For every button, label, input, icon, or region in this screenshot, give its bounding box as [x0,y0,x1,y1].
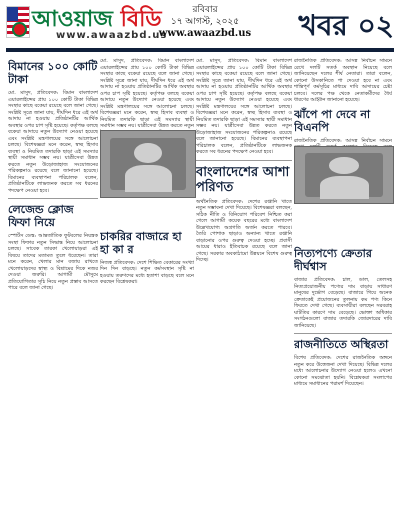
article-headline: নিত্যপণ্যে ক্রেতার দীর্ঘশ্বাস [294,247,372,273]
article-airline-dues-more [196,58,292,156]
article-body: মো. মাসুদ, প্রতিবেদক: বিমান বাংলাদেশ এয়ারলাইন্সের প্রায় ১০০ কোটি টাকা বিভিন্ন সংস্থার কাছে বকেয়া রয়েছে বলে জানা গেছে। সংশ্লিষ্ট সূত্রে জানা যায়, দীর্ঘদিন ধরে এই অর্থ আদায় না হওয়ায় প্রতিষ্ঠানটির আর্থিক অবস্থার ওপর চাপ সৃষ্টি হয়েছে। কর্তৃপক্ষ বলছে বকেয়া আদায়ে নতুন উদ্যোগ নেওয়া হয়েছে এবং সংশ্লিষ্ট মন্ত্রণালয়ের সঙ্গে আলোচনা চলছে। বিশেষজ্ঞরা মনে করেন, স্বচ্ছ হিসাব ব্যবস্থা ও নিয়মিত তদারকি ছাড়া এই সমস্যার স্থায়ী সমাধান সম্ভব নয়। যাত্রীসেবা উন্নত করতে নতুন [100,58,194,129]
article-politics [294,338,392,388]
article-headline: লেজেন্ড ক্লোজ ফিফা নিয়ে [8,203,74,229]
column-3 [196,58,292,516]
website-link[interactable]: www.awaazbd.us [158,28,252,39]
logo-part1: আওয়াজ [32,7,113,32]
article-body: রাজনৈতিক প্রতিবেদক: আসন্ন নির্বাচন সামনে [294,137,392,144]
article-bangladesh-hope [196,165,292,264]
news-photo [294,146,394,204]
article-headline: ঝাঁপে পা দেবে না বিএনপি [294,107,371,134]
article-airline-dues [8,60,98,194]
divider [196,160,292,161]
article-job-market [100,230,194,286]
column-1 [8,58,98,516]
article-headline: চাকরির বাজারে হা হা কা র [100,229,182,256]
divider [294,333,392,334]
article-headline: বাংলাদেশের আশা পরিণত [196,164,290,195]
article-commodity-prices [294,247,392,329]
article-body: বাজার প্রতিবেদক: চাল, ডাল, তেলসহ নিত্যপ্রয়োজনীয় পণ্যের দাম বাড়ায় সাধারণ মানুষের দুর্ভোগ বেড়েছে। বাজারে গিয়ে অনেক ক্রেতাকেই প্রয়োজনের তুলনায় কম পণ্য কিনে ফিরতে দেখা গেছে। ব্যবসায়ীরা বলছেন সরবরাহ ঘাটতির কারণে দাম বেড়েছে। ভোক্তা অধিকার সংগঠনগুলো বাজার তদারকি জোরদারের দাবি জানিয়েছে। [294,277,392,329]
masthead [0,0,400,60]
news-photo [100,130,196,198]
column-2 [100,58,194,516]
issue-meta [150,4,260,40]
article-body: নিজস্ব প্রতিবেদক: দেশে শিক্ষিত বেকারের সংখ্যা দিন দিন বাড়ছে। নতুন কর্মসংস্থান সৃষ্টি না হওয়ায় তরুণদের মধ্যে হতাশা বাড়ছে বলে মনে করছেন বিশ্লেষকরা। [100,259,194,285]
page-label: খবর ০২ [298,9,394,42]
logo-part2: বিডি [120,7,162,32]
divider [8,198,98,199]
article-headline: বিমানের ১০০ কোটি টাকা [8,60,98,86]
article-body: মো. মাসুদ, প্রতিবেদক: বিমান বাংলাদেশ এয়ারলাইন্সের প্রায় ১০০ কোটি টাকা বিভিন্ন সংস্থার কাছে বকেয়া রয়েছে বলে জানা গেছে। সংশ্লিষ্ট সূত্রে জানা যায়, দীর্ঘদিন ধরে এই অর্থ আদায় না হওয়ায় প্রতিষ্ঠানটির আর্থিক অবস্থার ওপর চাপ সৃষ্টি হয়েছে। কর্তৃপক্ষ বলছে বকেয়া আদায়ে নতুন উদ্যোগ নেওয়া হয়েছে এবং সংশ্লিষ্ট মন্ত্রণালয়ের সঙ্গে আলোচনা চলছে। বিশেষজ্ঞরা মনে করেন, স্বচ্ছ হিসাব ব্যবস্থা ও নিয়মিত তদারকি ছাড়া এই সমস্যার স্থায়ী সমাধান সম্ভব নয়। যাত্রীসেবা উন্নত করতে নতুন উড়োজাহাজ সংযোজনের পরিকল্পনাও রয়েছে বলে জানানো হয়েছে। বিমানের ব্যবস্থাপনা পরিচালক বলেন, প্রতিষ্ঠানটিকে লাভজনক করতে সব ধরনের পদক্ষেপ নেওয়া হবে। [196,58,292,155]
logo-tagline: www.awaazbd.us [56,30,168,41]
article-body: বিশেষ প্রতিবেদক: দেশের রাজনৈতিক অঙ্গনে নতুন করে উত্তেজনা দেখা দিয়েছে। বিভিন্ন দলের মধ্যে আলোচনার উদ্যোগ নেওয়া হলেও এখনো কোনো সমঝোতা হয়নি। বিশ্লেষকরা সংলাপের মাধ্যমে সমাধানের পরামর্শ দিয়েছেন। [294,355,392,387]
article-body: মো. মাসুদ, প্রতিবেদক: বিমান বাংলাদেশ এয়ারলাইন্সের প্রায় ১০০ কোটি টাকা বিভিন্ন সংস্থার কাছে বকেয়া রয়েছে বলে জানা গেছে। সংশ্লিষ্ট সূত্রে জানা যায়, দীর্ঘদিন ধরে এই অর্থ আদায় না হওয়ায় প্রতিষ্ঠানটির আর্থিক অবস্থার ওপর চাপ সৃষ্টি হয়েছে। কর্তৃপক্ষ বলছে বকেয়া আদায়ে নতুন উদ্যোগ নেওয়া হয়েছে এবং সংশ্লিষ্ট মন্ত্রণালয়ের সঙ্গে আলোচনা চলছে। বিশেষজ্ঞরা মনে করেন, স্বচ্ছ হিসাব ব্যবস্থা ও নিয়মিত তদারকি ছাড়া এই সমস্যার স্থায়ী সমাধান সম্ভব নয়। যাত্রীসেবা উন্নত করতে নতুন উড়োজাহাজ সংযোজনের পরিকল্পনাও রয়েছে বলে জানানো হয়েছে। বিমানের ব্যবস্থাপনা পরিচালক বলেন, প্রতিষ্ঠানটিকে লাভজনক করতে সব ধরনের পদক্ষেপ নেওয়া হবে। [8,90,98,194]
article-body: অর্থনৈতিক প্রতিবেদক: দেশের রপ্তানি খাতে নতুন সম্ভাবনা দেখা দিয়েছে। বিশেষজ্ঞরা বলছেন, সঠিক নীতি ও বিনিয়োগ পরিবেশ নিশ্চিত করা গেলে আগামী কয়েক বছরের মধ্যে বাংলাদেশ উল্লেখযোগ্য অগ্রগতি অর্জন করতে পারবে। তৈরি পোশাক ছাড়াও অন্যান্য খাতে রপ্তানি বাড়ানোর ওপর গুরুত্ব দেওয়া হচ্ছে। প্রবাসী আয়ের ধারাও ইতিবাচক রয়েছে বলে জানা গেছে। সরকার অবকাঠামো উন্নয়নে বিশেষ গুরুত্ব দিচ্ছে। [196,198,292,263]
article-headline: রাজনীতিতে অস্থিরতা [294,338,389,351]
masthead-divider [6,48,394,52]
issue-day: রবিবার [192,5,218,15]
article-body: রাজনৈতিক প্রতিবেদক: আসন্ন নির্বাচন সামনে রেখে দলটি সতর্ক অবস্থান নিয়েছে বলে জানিয়েছেন দলের শীর্ষ নেতারা। তারা বলেন, কোনো উসকানিতে পা দেওয়া হবে না এবং শান্তিপূর্ণ কর্মসূচির মাধ্যমে দাবি আদায়ের চেষ্টা চলবে। দলের পক্ষ থেকে নেতাকর্মীদের ধৈর্য ধারণের আহ্বান জানানো হয়েছে। [294,58,392,103]
column-4 [294,58,392,516]
flag-icon [6,6,30,38]
article-fifa [8,203,98,292]
article-bnp-continued [294,58,392,104]
article-body: স্পোর্টস ডেস্ক: আন্তর্জাতিক ফুটবলের নিয়ন্ত্রক সংস্থা ফিফার নতুন সিদ্ধান্ত নিয়ে আলোচনা চলছে। সাবেক তারকা খেলোয়াড়রা এই বিষয়ে তাদের মতামত তুলে ধরেছেন। তারা মনে করেন, খেলার মান বজায় রাখতে খেলোয়াড়দের স্বাস্থ্য ও বিশ্রামের দিকে নজর দেওয়া জরুরি। আগামী মৌসুমে প্রতিযোগিতার সূচি নিয়ে নতুন প্রস্তাব আসতে পারে বলে জানা গেছে। [8,233,98,291]
issue-date: ১৭ আগস্ট, ২০২৫ [170,17,240,27]
